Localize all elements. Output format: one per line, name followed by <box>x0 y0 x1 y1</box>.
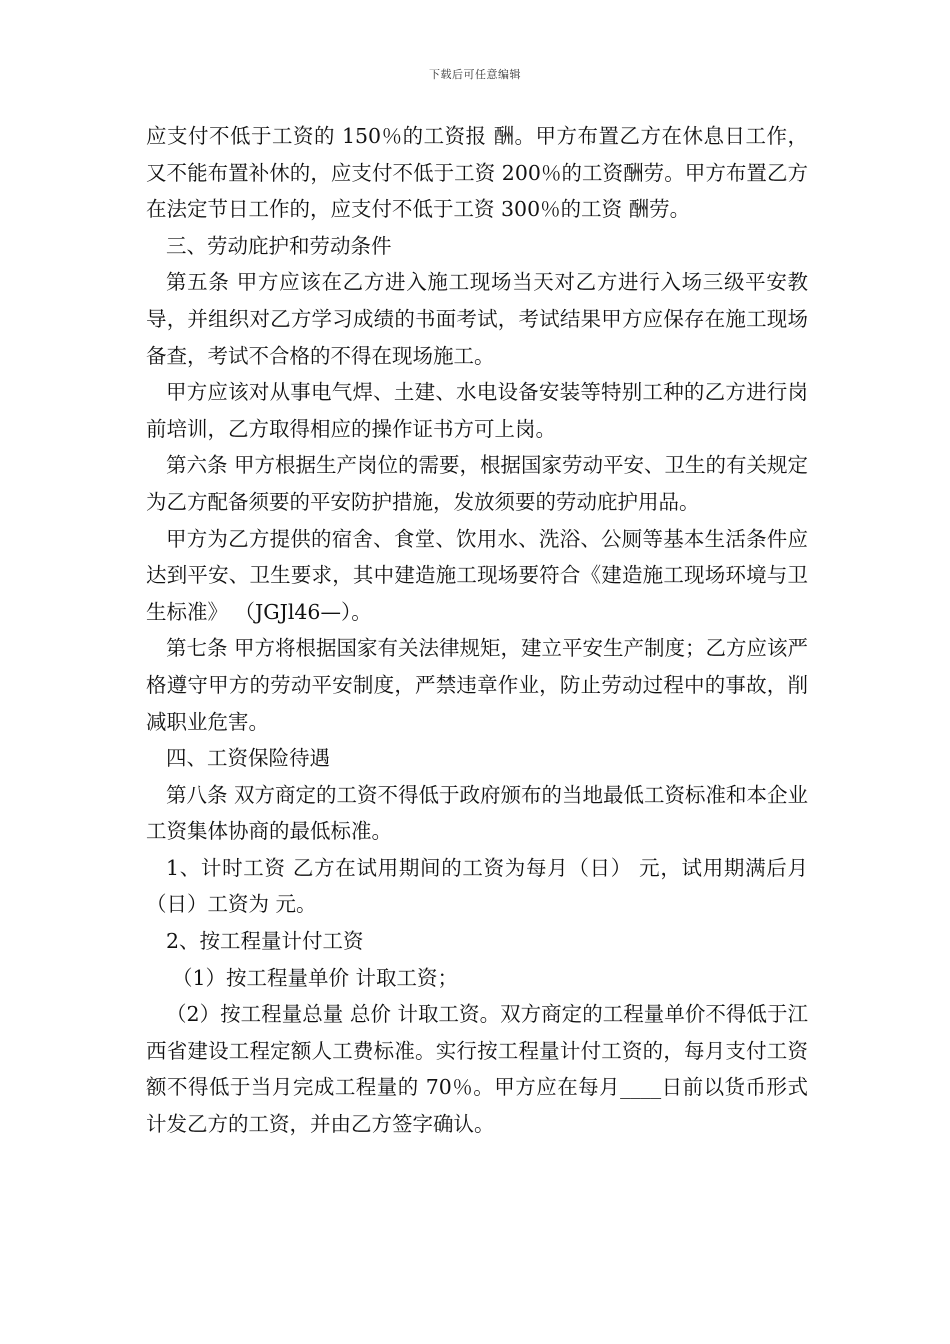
paragraph-special-training: 甲方应该对从事电气焊、土建、水电设备安装等特别工种的乙方进行岗前培训，乙方取得相应的操作证书方可上岗。 <box>146 380 808 441</box>
page-header: 下载后可任意编辑 <box>429 68 521 81</box>
paragraph-article-7: 第七条 甲方将根据国家有关法律规矩，建立平安生产制度；乙方应该严格遵守甲方的劳动平安制度，严禁违章作业，防止劳动过程中的事故，削减职业危害。 <box>146 636 809 734</box>
paragraph-unit-price: （1）按工程量单价 计取工资； <box>172 965 459 990</box>
paragraph-time-wage: 1、计时工资 乙方在试用期间的工资为每月（日） 元，试用期满后月（日）工资为 元。 <box>146 855 808 917</box>
paragraph-article-8: 第八条 双方商定的工资不得低于政府颁布的当地最低工资标准和本企业工资集体协商的最低标准。 <box>146 782 809 844</box>
paragraph-article-6: 第六条 甲方根据生产岗位的需要，根据国家劳动平安、卫生的有关规定为乙方配备须要的平安防护措施，发放须要的劳动庇护用品。 <box>146 453 809 514</box>
paragraph-total-price: （2）按工程量总量 总价 计取工资。双方商定的工程量单价不得低于江西省建设工程定额人工费标准。实行按工程量计付工资的，每月支付工资额不得低于当月完成工程量的 70％。甲方应在每月____日前以货币形式计发乙方的工资，并由乙方签字确认。 <box>146 1002 808 1137</box>
section-heading-wages-insurance: 四、工资保险待遇 <box>166 746 330 771</box>
paragraph-overtime-pay: 应支付不低于工资的 150％的工资报 酬。甲方布置乙方在休息日工作，又不能布置补休的，应支付不低于工资 200％的工资酬劳。甲方布置乙方在法定节日工作的，应支付不低于工资 300％的工资 酬劳。 <box>146 124 808 222</box>
paragraph-article-5: 第五条 甲方应该在乙方进入施工现场当天对乙方进行入场三级平安教导，并组织对乙方学习成绩的书面考试，考试结果甲方应保存在施工现场备查，考试不合格的不得在现场施工。 <box>146 270 808 368</box>
paragraph-living-conditions: 甲方为乙方提供的宿舍、食堂、饮用水、洗浴、公厕等基本生活条件应达到平安、卫生要求，其中建造施工现场要符合《建造施工现场环境与卫生标准》 （JGJl46—）。 <box>146 526 808 624</box>
paragraph-piece-wage-heading: 2、按工程量计付工资 <box>166 929 364 954</box>
section-heading-labor-protection: 三、劳动庇护和劳动条件 <box>166 233 392 258</box>
document-body <box>146 118 808 1143</box>
